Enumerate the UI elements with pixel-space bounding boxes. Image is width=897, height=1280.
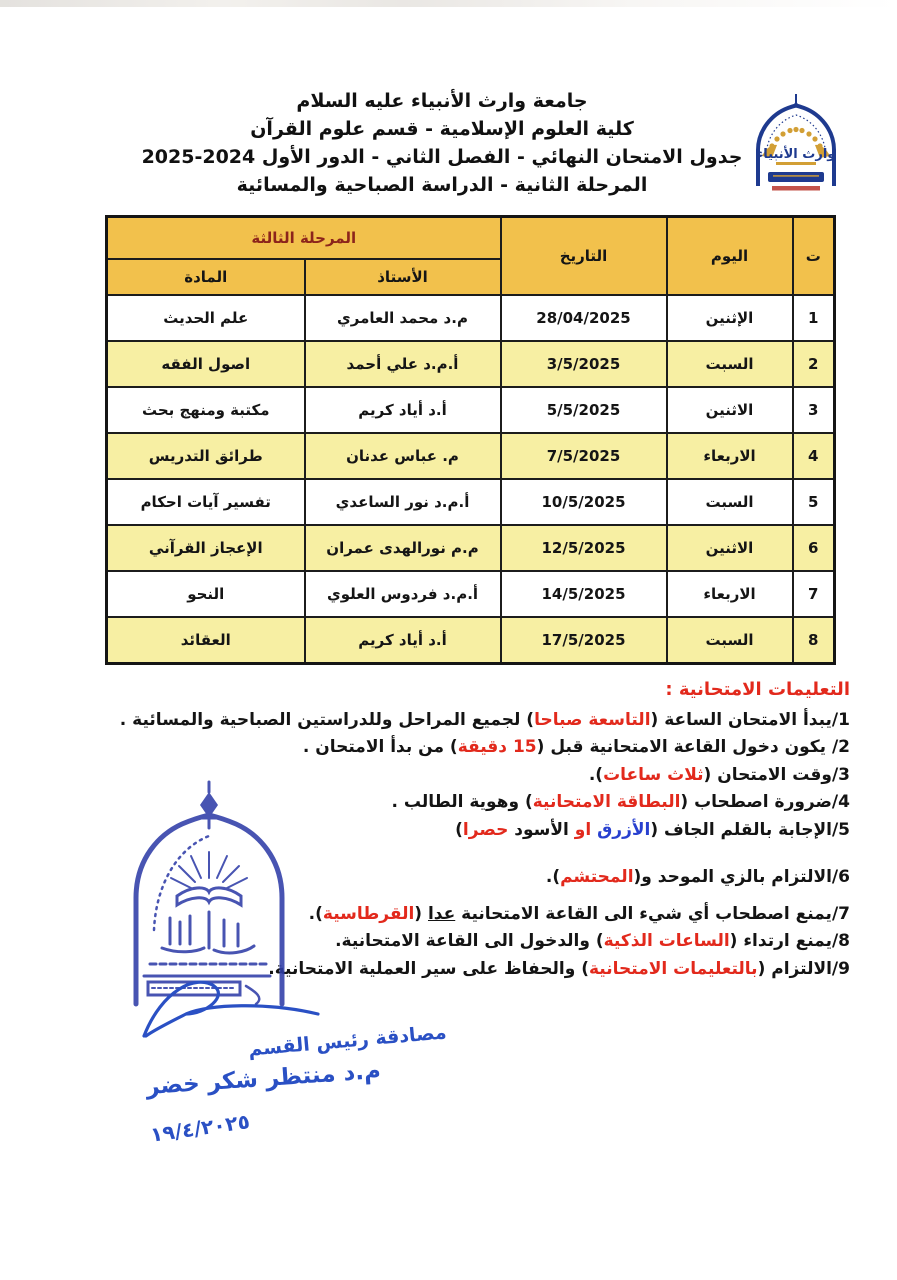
col-header-professor: الأستاذ bbox=[305, 259, 501, 295]
row-index: 3 bbox=[793, 387, 835, 433]
exam-schedule-table bbox=[105, 215, 836, 665]
exam-day: السبت bbox=[667, 617, 793, 664]
table-row bbox=[107, 617, 835, 664]
col-header-day: اليوم bbox=[667, 217, 793, 296]
row-index: 6 bbox=[793, 525, 835, 571]
exam-subject: اصول الفقه bbox=[107, 341, 305, 387]
row-index: 8 bbox=[793, 617, 835, 664]
exam-subject: مكتبة ومنهج بحث bbox=[107, 387, 305, 433]
table-row bbox=[107, 479, 835, 525]
exam-date: 12/5/2025 bbox=[501, 525, 667, 571]
exam-date: 10/5/2025 bbox=[501, 479, 667, 525]
exam-professor: م.د محمد العامري bbox=[305, 295, 501, 341]
exam-professor: م.م نورالهدى عمران bbox=[305, 525, 501, 571]
exam-professor: أ.د أياد كريم bbox=[305, 387, 501, 433]
exam-day: الاثنين bbox=[667, 387, 793, 433]
exam-date: 7/5/2025 bbox=[501, 433, 667, 479]
exam-professor: أ.م.د علي أحمد bbox=[305, 341, 501, 387]
exam-subject: علم الحديث bbox=[107, 295, 305, 341]
row-index: 1 bbox=[793, 295, 835, 341]
row-index: 4 bbox=[793, 433, 835, 479]
exam-professor: أ.د أياد كريم bbox=[305, 617, 501, 664]
table-row bbox=[107, 433, 835, 479]
approver-name: م.د منتظر شكر خضر bbox=[145, 1057, 382, 1101]
exam-day: السبت bbox=[667, 479, 793, 525]
scan-artifact bbox=[0, 0, 897, 7]
table-row bbox=[107, 387, 835, 433]
stage-study-type: المرحلة الثانية - الدراسة الصباحية والمسائية bbox=[236, 174, 648, 196]
exam-date: 5/5/2025 bbox=[501, 387, 667, 433]
row-index: 5 bbox=[793, 479, 835, 525]
exam-date: 28/04/2025 bbox=[501, 295, 667, 341]
approval-title: مصادقة رئيس القسم bbox=[247, 1021, 448, 1061]
row-index: 2 bbox=[793, 341, 835, 387]
exam-day: الإثنين bbox=[667, 295, 793, 341]
exam-professor: أ.م.د فردوس العلوي bbox=[305, 571, 501, 617]
col-header-index: ت bbox=[793, 217, 835, 296]
logo-calligraphy: وارث الأنبياء bbox=[756, 147, 836, 162]
instruction-line: 6/الالتزام بالزي الموحد و(المحتشم). bbox=[545, 867, 850, 887]
exam-professor: أ.م.د نور الساعدي bbox=[305, 479, 501, 525]
instruction-line: 1/يبدأ الامتحان الساعة (التاسعة صباحا) لجميع المراحل وللدراستين الصباحية والمسائية . bbox=[119, 709, 850, 730]
instruction-line: 8/يمنع ارتداء (الساعات الذكية) والدخول الى القاعة الامتحانية. bbox=[335, 931, 850, 951]
approval-date: ١٩/٤/٢٠٢٥ bbox=[148, 1109, 252, 1147]
document-header bbox=[132, 87, 752, 199]
exam-subject: تفسير آيات احكام bbox=[107, 479, 305, 525]
exam-day: السبت bbox=[667, 341, 793, 387]
table-row bbox=[107, 525, 835, 571]
col-header-subject: المادة bbox=[107, 259, 305, 295]
table-row bbox=[107, 571, 835, 617]
schedule-title: جدول الامتحان النهائي - الفصل الثاني - الدور الأول 2024-2025 bbox=[141, 146, 743, 168]
instruction-line: 7/يمنع اصطحاب أي شيء الى القاعة الامتحانية عدا (القرطاسية). bbox=[308, 903, 850, 924]
col-header-date: التاريخ bbox=[501, 217, 667, 296]
instruction-line: 2/ يكون دخول القاعة الامتحانية قبل (15 دقيقة) من بدأ الامتحان . bbox=[302, 737, 850, 757]
exam-subject: طرائق التدريس bbox=[107, 433, 305, 479]
exam-date: 17/5/2025 bbox=[501, 617, 667, 664]
exam-day: الاربعاء bbox=[667, 433, 793, 479]
exam-subject: النحو bbox=[107, 571, 305, 617]
exam-date: 3/5/2025 bbox=[501, 341, 667, 387]
exam-subject: الإعجاز القرآني bbox=[107, 525, 305, 571]
university-name: جامعة وارث الأنبياء عليه السلام bbox=[296, 90, 588, 112]
exam-table-body bbox=[107, 295, 835, 664]
university-logo bbox=[746, 92, 846, 207]
exam-day: الاربعاء bbox=[667, 571, 793, 617]
instruction-line: 3/وقت الامتحان (ثلاث ساعات). bbox=[588, 764, 850, 785]
row-index: 7 bbox=[793, 571, 835, 617]
instruction-line: 4/ضرورة اصطحاب (البطاقة الامتحانية) وهوية الطالب . bbox=[391, 792, 850, 812]
exam-day: الاثنين bbox=[667, 525, 793, 571]
exam-date: 14/5/2025 bbox=[501, 571, 667, 617]
university-emblem-icon bbox=[746, 92, 846, 207]
instruction-line: 5/الإجابة بالقلم الجاف (الأزرق او الأسود حصرا) bbox=[455, 819, 850, 840]
exam-subject: العقائد bbox=[107, 617, 305, 664]
table-row bbox=[107, 341, 835, 387]
instructions-title: التعليمات الامتحانية : bbox=[665, 679, 850, 700]
college-department: كلية العلوم الإسلامية - قسم علوم القرآن bbox=[250, 118, 634, 140]
table-row bbox=[107, 295, 835, 341]
instruction-line: 9/الالتزام (بالتعليمات الامتحانية) والحفاظ على سير العملية الامتحانية. bbox=[268, 958, 850, 979]
exam-professor: م. عباس عدنان bbox=[305, 433, 501, 479]
stage-header: المرحلة الثالثة bbox=[107, 217, 501, 260]
